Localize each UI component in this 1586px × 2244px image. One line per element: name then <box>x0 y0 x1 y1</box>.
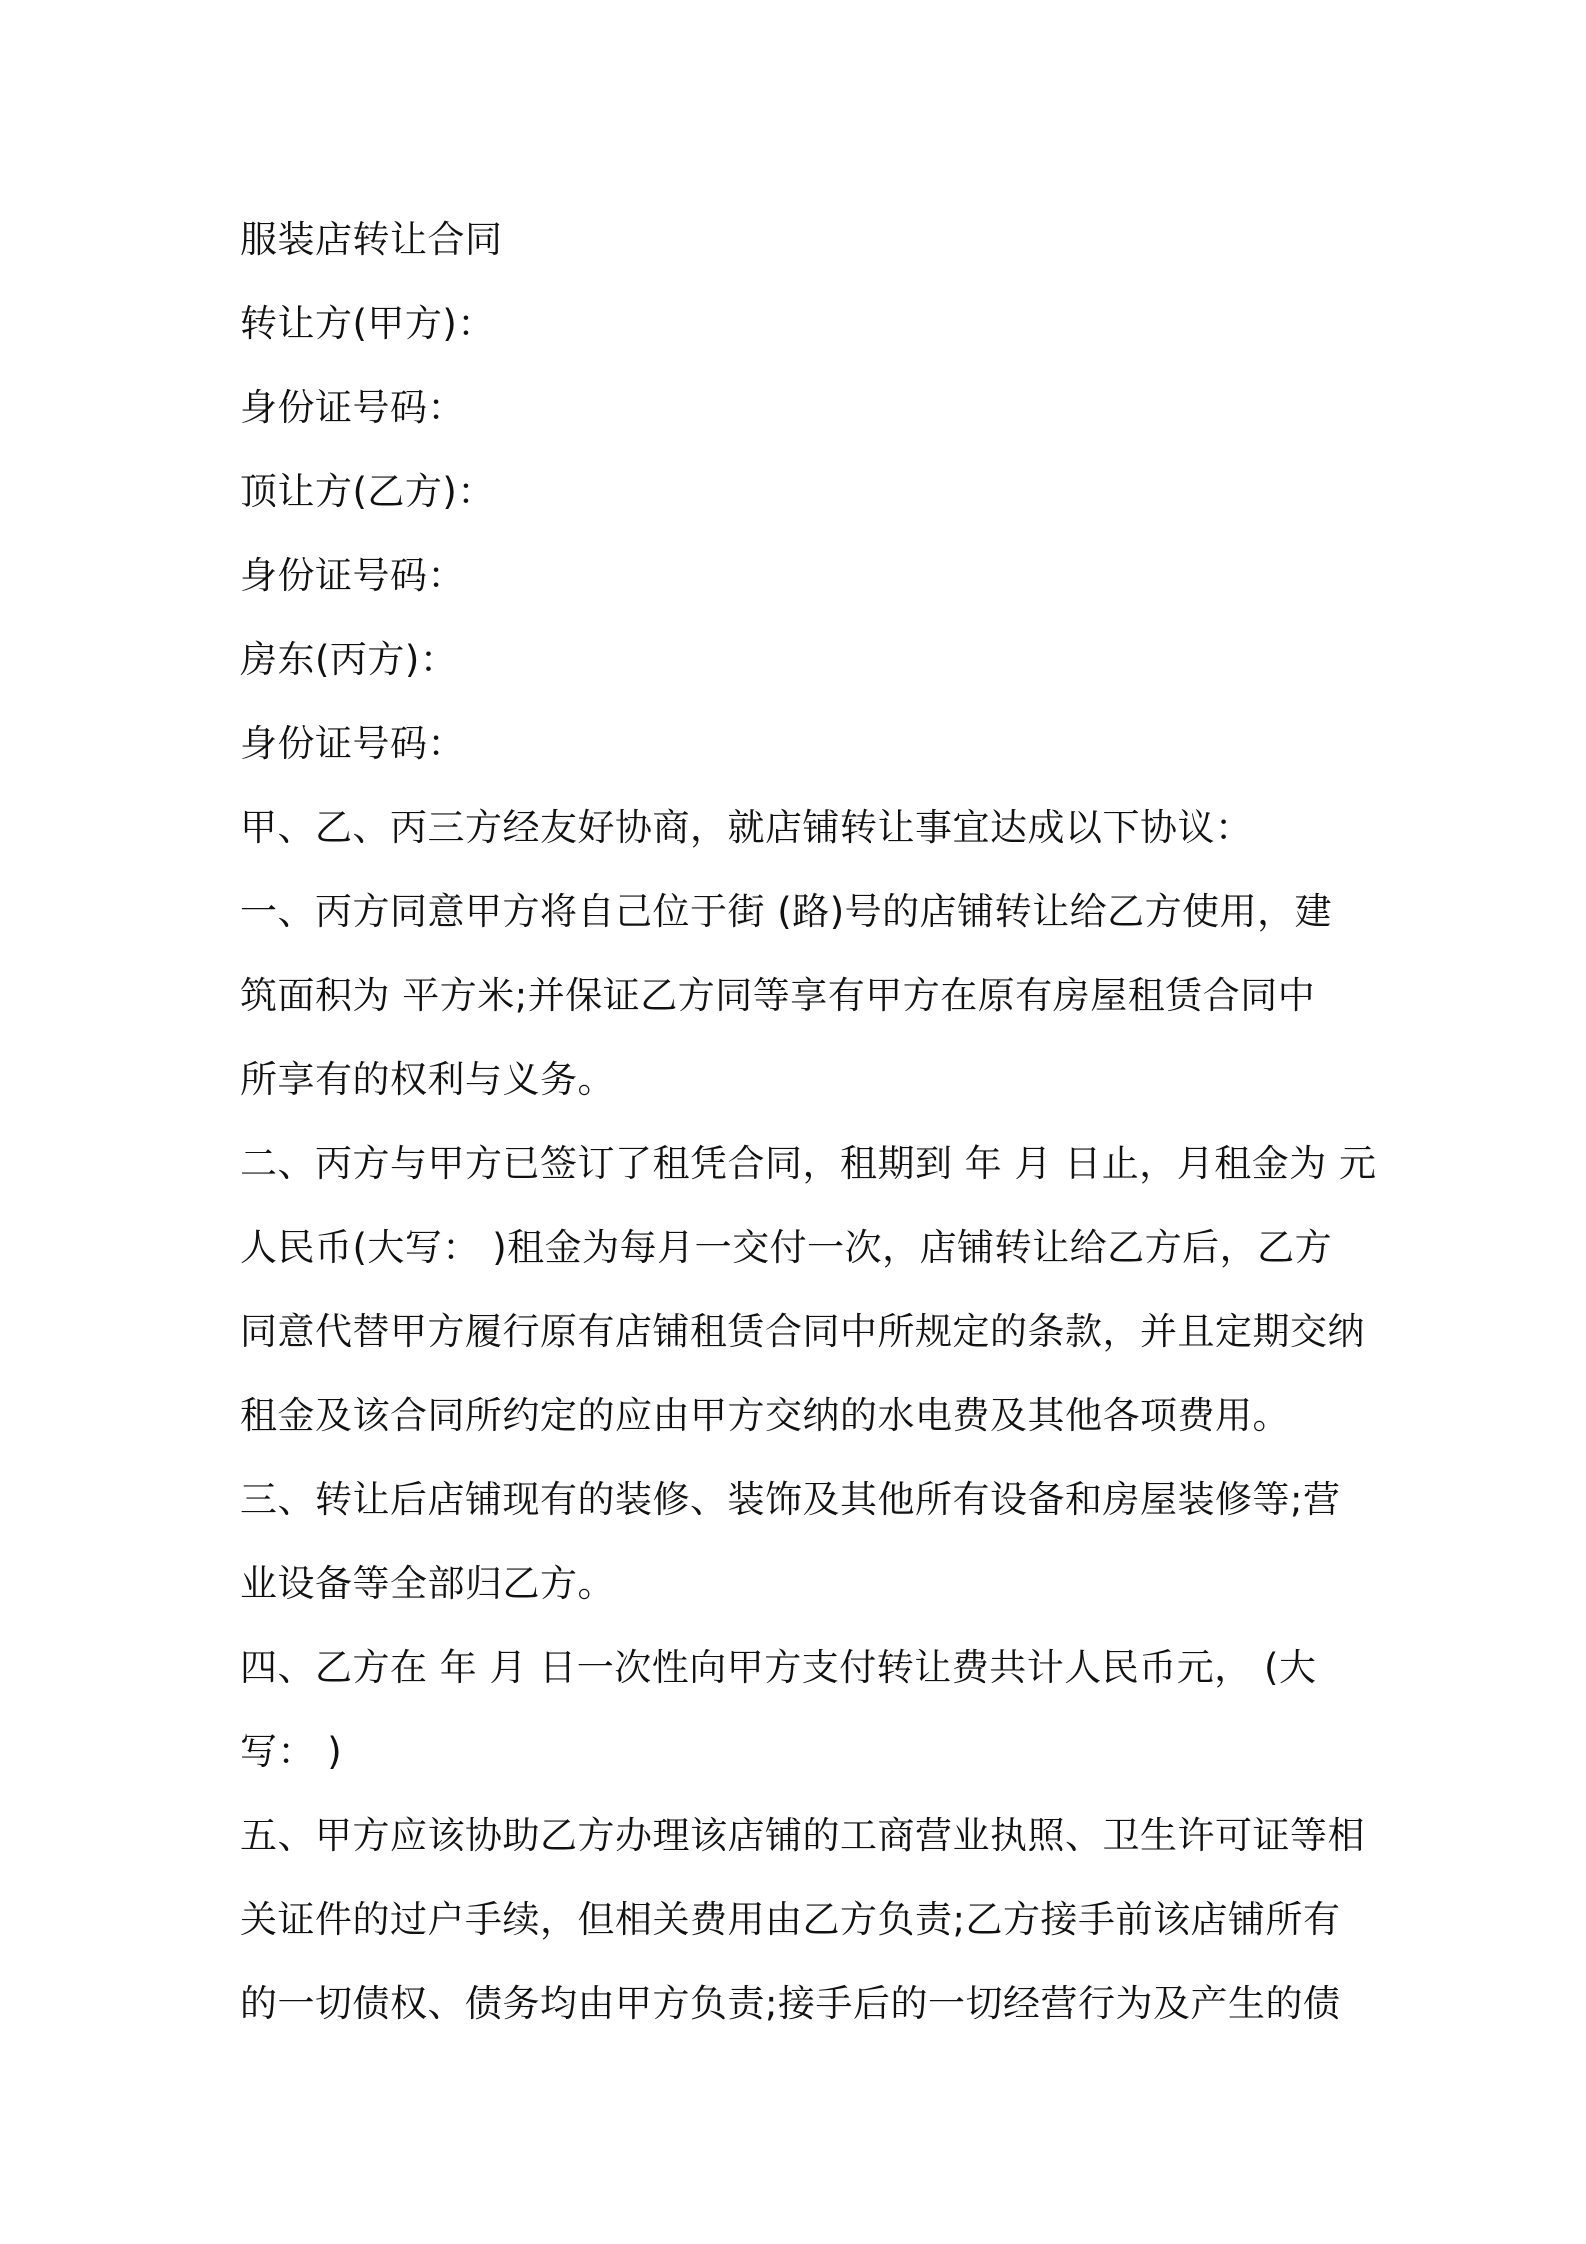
document-title: 服装店转让合同 <box>240 218 503 261</box>
clause-5-line-3: 的一切债权、债务均由甲方负责;接手后的一切经营行为及产生的债 <box>240 1982 1341 2025</box>
clause-3-line-1: 三、转让后店铺现有的装修、装饰及其他所有设备和房屋装修等;营 <box>240 1478 1341 1521</box>
clause-1-line-3: 所享有的权利与义务。 <box>240 1058 615 1101</box>
clause-2-line-2: 人民币(大写： )租金为每月一交付一次，店铺转让给乙方后，乙方 <box>240 1226 1333 1269</box>
clause-2-line-4: 租金及该合同所约定的应由甲方交纳的水电费及其他各项费用。 <box>240 1394 1290 1437</box>
field-transferor: 转让方(甲方)： <box>240 302 495 345</box>
clause-1-line-1: 一、丙方同意甲方将自己位于街 (路)号的店铺转让给乙方使用，建 <box>240 890 1333 933</box>
document-body <box>240 198 1377 2046</box>
clause-2-line-1: 二、丙方与甲方已签订了租凭合同，租期到 年 月 日止，月租金为 元 <box>240 1142 1377 1185</box>
field-transferee: 顶让方(乙方)： <box>240 470 495 513</box>
clause-4-line-2: 写： ) <box>240 1730 343 1773</box>
clause-1-line-2: 筑面积为 平方米;并保证乙方同等享有甲方在原有房屋租赁合同中 <box>240 974 1316 1017</box>
agreement-intro: 甲、乙、丙三方经友好协商，就店铺转让事宜达成以下协议： <box>240 806 1253 849</box>
clause-3-line-2: 业设备等全部归乙方。 <box>240 1562 615 1605</box>
clause-2-line-3: 同意代替甲方履行原有店铺租赁合同中所规定的条款，并且定期交纳 <box>240 1310 1365 1353</box>
clause-5-line-2: 关证件的过户手续，但相关费用由乙方负责;乙方接手前该店铺所有 <box>240 1898 1341 1941</box>
field-landlord-id: 身份证号码： <box>240 722 465 765</box>
field-transferor-id: 身份证号码： <box>240 386 465 429</box>
field-landlord: 房东(丙方)： <box>240 638 458 681</box>
clause-5-line-1: 五、甲方应该协助乙方办理该店铺的工商营业执照、卫生许可证等相 <box>240 1814 1365 1857</box>
clause-4-line-1: 四、乙方在 年 月 日一次性向甲方支付转让费共计人民币元， (大 <box>240 1646 1317 1689</box>
field-transferee-id: 身份证号码： <box>240 554 465 597</box>
